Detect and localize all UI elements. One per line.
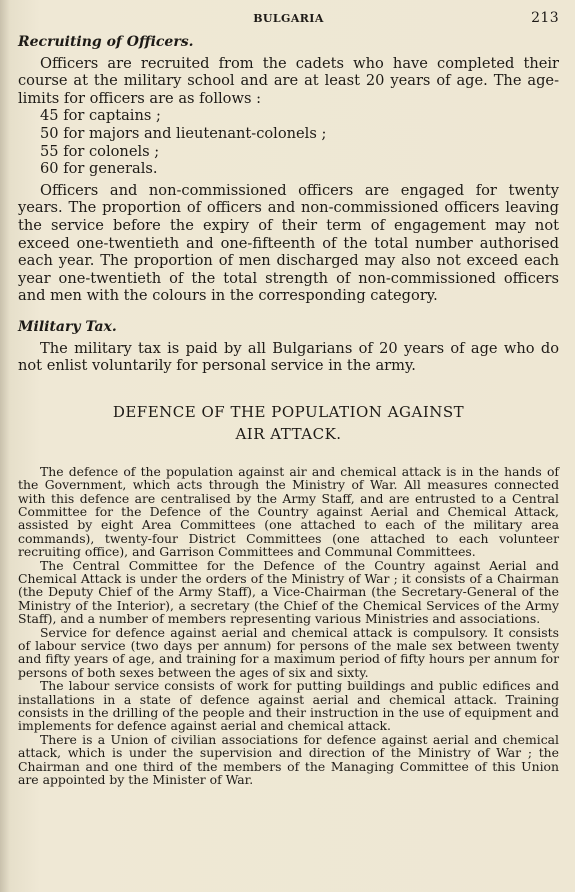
running-header xyxy=(18,8,559,34)
defence-paragraph: The defence of the population against air and chemical attack is in the hands of the Government, which acts through the Ministry of War. All measures connected with this defence are centralised by the Army Staff, and are entrusted to a Central Committee for the Defence of the Country against Aerial and Chemical Attack, assisted by eight Area Committees (one attached to each of the military area commands), twenty-four District Committees (one attached to each volunteer recruiting office), and Garrison Committees and Communal Committees. xyxy=(18,463,559,560)
recruiting-section xyxy=(18,34,559,375)
defence-section-title xyxy=(18,401,559,445)
engagement-paragraph: Officers and non-commissioned officers are engaged for twenty years. The proportion of officers and non-commissioned officers leaving the service before the expiry of their term of engagement may not exceed one-twentieth and one-fifteenth of the total number authorised each year. The proportion of men discharged may also not exceed each year one-twentieth of the total strength of non-commissioned officers and men with the colours in the corresponding category. xyxy=(18,181,559,305)
defence-paragraph: The labour service consists of work for putting buildings and public edifices and installations in a state of defence against aerial and chemical attack. Training consists in the drilling of the people and their instruction in the use of equipment and implements for defence against aerial and chemical attack. xyxy=(18,678,559,734)
running-title: BULGARIA xyxy=(253,12,324,25)
defence-body xyxy=(18,465,559,787)
age-limit-item: 45 for captains ; xyxy=(40,107,161,125)
age-limit-item: 55 for colonels ; xyxy=(40,142,160,160)
military-tax-heading: Military Tax. xyxy=(18,318,117,335)
defence-title-line-2: AIR ATTACK. xyxy=(235,424,342,443)
age-limit-item: 50 for majors and lieutenant-colonels ; xyxy=(40,124,327,142)
defence-paragraph: Service for defence against aerial and chemical attack is compulsory. It consists of labour service (two days per annum) for persons of the male sex between twenty and fifty years of age, and training for a maximum period of fifty hours per annum for persons of both sexes between the ages of six and sixty. xyxy=(18,624,559,680)
age-limit-item: 60 for generals. xyxy=(40,160,158,178)
defence-title-line-1: DEFENCE OF THE POPULATION AGAINST xyxy=(112,402,465,421)
recruiting-heading: Recruiting of Officers. xyxy=(18,34,194,50)
defence-paragraph: The Central Committee for the Defence of the Country against Aerial and Chemical Attack is under the orders of the Ministry of War ; it consists of a Chairman (the Deputy Chief of the Army Staff), a Vice-Chairman (the Secretary-General of the Ministry of the Interior), a secretary (the Chief of the Chemical Services of the Army Staff), and a number of members representing various Ministries and associations. xyxy=(18,557,559,627)
recruiting-intro: Officers are recruited from the cadets who have completed their course at the military school and are at least 20 years of age. The age-limits for officers are as follows : xyxy=(18,54,559,107)
military-tax-paragraph: The military tax is paid by all Bulgarians of 20 years of age who do not enlist voluntarily for personal service in the army. xyxy=(18,339,559,375)
defence-paragraph: There is a Union of civilian associations for defence against aerial and chemical attack, which is under the supervision and direction of the Ministry of War ; the Chairman and one third of the members of the Managing Committee of this Union are appointed by the Minister of War. xyxy=(18,731,559,788)
age-limit-list xyxy=(40,107,559,177)
page-number: 213 xyxy=(531,10,559,26)
